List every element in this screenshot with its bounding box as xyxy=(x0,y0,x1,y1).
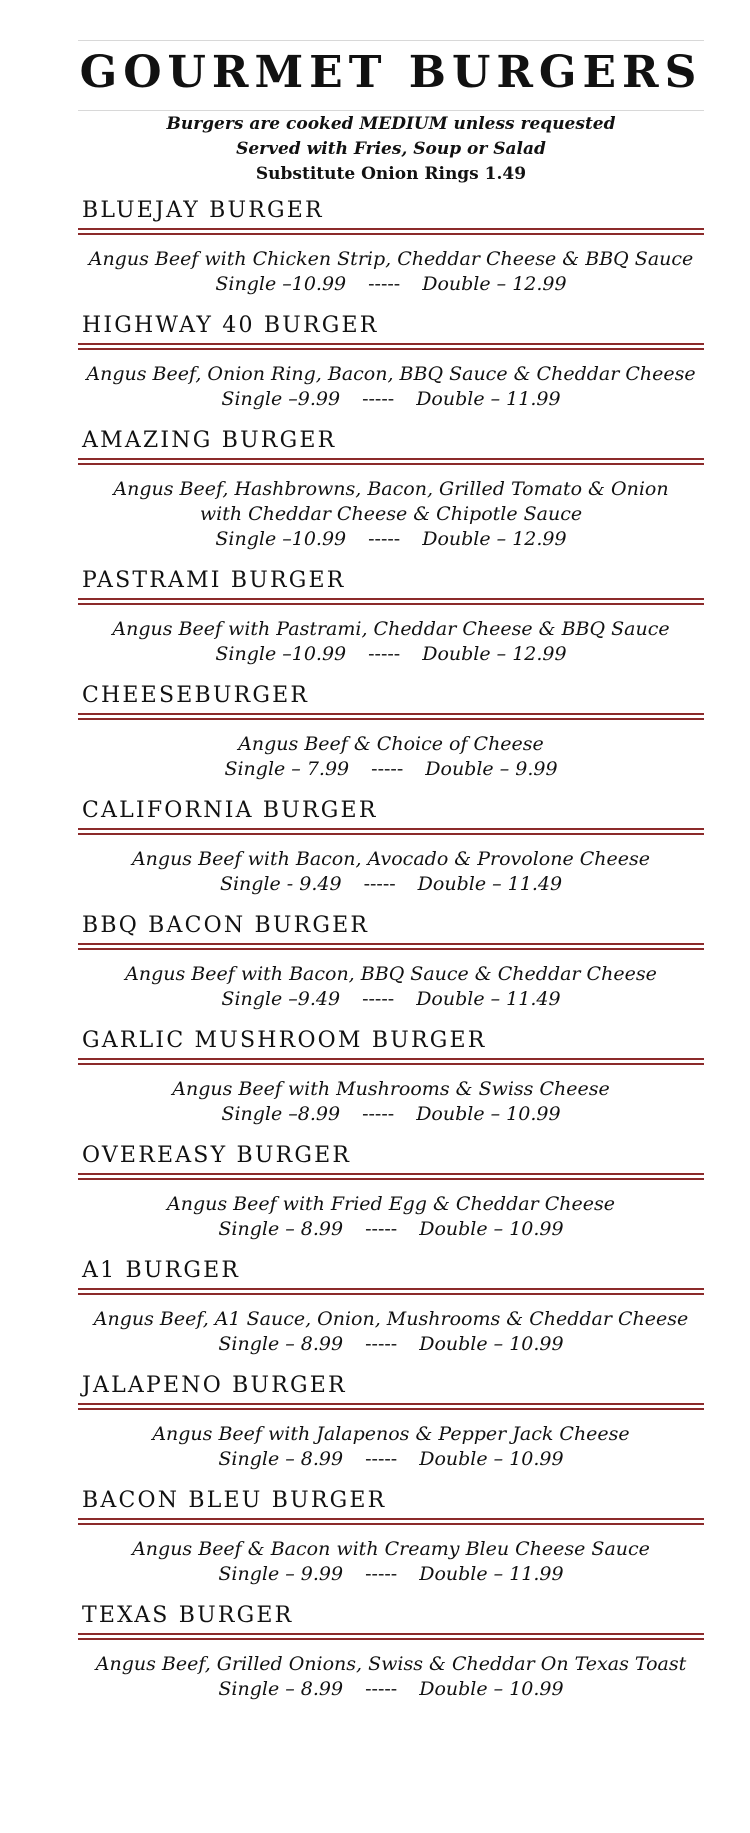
price-separator: ----- xyxy=(365,1333,398,1355)
item-name: TEXAS BURGER xyxy=(82,1603,294,1628)
item-spacer xyxy=(78,1012,704,1026)
menu-item xyxy=(78,1256,704,1371)
single-price: Single – 8.99 xyxy=(218,1333,344,1355)
item-description: Angus Beef & Choice of Cheese xyxy=(238,733,544,755)
double-rule-divider xyxy=(78,1633,704,1641)
item-name: BLUEJAY BURGER xyxy=(82,198,324,223)
single-price: Single – 7.99 xyxy=(224,758,350,780)
double-rule-divider xyxy=(78,1518,704,1526)
cooking-note: Burgers are cooked MEDIUM unless requested xyxy=(166,114,616,134)
single-price: Single –8.99 xyxy=(221,1103,341,1125)
item-prices xyxy=(78,987,704,1012)
item-spacer xyxy=(78,897,704,911)
item-description: Angus Beef, Onion Ring, Bacon, BBQ Sauce & Cheddar Cheese xyxy=(86,363,696,385)
item-name: JALAPENO BURGER xyxy=(82,1373,347,1398)
item-prices xyxy=(78,642,704,667)
double-rule-divider xyxy=(78,1288,704,1296)
item-name: OVEREASY BURGER xyxy=(82,1143,352,1168)
single-price: Single –10.99 xyxy=(215,643,347,665)
item-spacer xyxy=(78,1702,704,1716)
price-separator: ----- xyxy=(362,988,395,1010)
single-price: Single –10.99 xyxy=(215,273,347,295)
price-separator: ----- xyxy=(368,643,401,665)
menu-item xyxy=(78,566,704,681)
double-price: Double – 11.49 xyxy=(416,988,561,1010)
single-price: Single –9.99 xyxy=(221,388,341,410)
item-description: Angus Beef, Hashbrowns, Bacon, Grilled Tomato & Onion xyxy=(113,478,669,500)
double-rule-divider xyxy=(78,228,704,236)
double-rule-divider xyxy=(78,1058,704,1066)
item-description: Angus Beef with Chicken Strip, Cheddar Cheese & BBQ Sauce xyxy=(88,248,694,270)
menu-item xyxy=(78,1026,704,1141)
menu-item xyxy=(78,1371,704,1486)
single-price: Single – 9.99 xyxy=(218,1563,344,1585)
item-prices xyxy=(78,272,704,297)
double-rule-divider xyxy=(78,828,704,836)
item-description: Angus Beef with Fried Egg & Cheddar Cheese xyxy=(167,1193,615,1215)
price-separator: ----- xyxy=(365,1678,398,1700)
double-price: Double – 9.99 xyxy=(425,758,558,780)
item-description: Angus Beef with Mushrooms & Swiss Cheese xyxy=(172,1078,610,1100)
item-name: CALIFORNIA BURGER xyxy=(82,798,378,823)
item-prices xyxy=(78,387,704,412)
menu-item xyxy=(78,1141,704,1256)
item-prices xyxy=(78,1217,704,1242)
menu-item xyxy=(78,911,704,1026)
item-spacer xyxy=(78,1587,704,1601)
double-price: Double – 12.99 xyxy=(422,643,567,665)
double-rule-divider xyxy=(78,1173,704,1181)
price-separator: ----- xyxy=(363,873,396,895)
price-separator: ----- xyxy=(368,273,401,295)
price-separator: ----- xyxy=(365,1448,398,1470)
page-title: GOURMET BURGERS xyxy=(79,47,703,98)
menu-item xyxy=(78,796,704,911)
menu-item xyxy=(78,196,704,311)
price-separator: ----- xyxy=(362,1103,395,1125)
double-price: Double – 10.99 xyxy=(416,1103,561,1125)
item-spacer xyxy=(78,667,704,681)
item-description: Angus Beef with Jalapenos & Pepper Jack Cheese xyxy=(152,1423,630,1445)
item-prices xyxy=(78,1332,704,1357)
top-divider xyxy=(78,40,704,41)
menu-item xyxy=(78,681,704,796)
item-name: GARLIC MUSHROOM BURGER xyxy=(82,1028,487,1053)
menu-item xyxy=(78,311,704,426)
single-price: Single –9.49 xyxy=(221,988,341,1010)
item-spacer xyxy=(78,1127,704,1141)
item-name: BACON BLEU BURGER xyxy=(82,1488,387,1513)
price-separator: ----- xyxy=(362,388,395,410)
double-rule-divider xyxy=(78,343,704,351)
menu-item xyxy=(78,426,704,566)
substitute-note: Substitute Onion Rings 1.49 xyxy=(255,164,527,184)
single-price: Single – 8.99 xyxy=(218,1448,344,1470)
item-name: BBQ BACON BURGER xyxy=(82,913,370,938)
double-price: Double – 11.49 xyxy=(417,873,563,895)
item-name: A1 BURGER xyxy=(82,1258,241,1283)
double-rule-divider xyxy=(78,458,704,466)
double-price: Double – 10.99 xyxy=(419,1218,564,1240)
item-name: PASTRAMI BURGER xyxy=(82,568,346,593)
double-rule-divider xyxy=(78,598,704,606)
item-spacer xyxy=(78,1472,704,1486)
item-spacer xyxy=(78,782,704,796)
item-name: HIGHWAY 40 BURGER xyxy=(82,313,379,338)
item-spacer xyxy=(78,1242,704,1256)
double-rule-divider xyxy=(78,1403,704,1411)
item-spacer xyxy=(78,412,704,426)
item-spacer xyxy=(78,552,704,566)
double-price: Double – 11.99 xyxy=(419,1563,564,1585)
double-rule-divider xyxy=(78,713,704,721)
price-separator: ----- xyxy=(368,528,401,550)
item-spacer xyxy=(78,1357,704,1371)
item-prices xyxy=(78,1677,704,1702)
item-spacer xyxy=(78,297,704,311)
item-prices xyxy=(78,1447,704,1472)
item-prices xyxy=(78,872,704,897)
item-description: Angus Beef with Pastrami, Cheddar Cheese & BBQ Sauce xyxy=(112,618,670,640)
double-price: Double – 12.99 xyxy=(422,528,567,550)
item-description: Angus Beef with Bacon, BBQ Sauce & Cheddar Cheese xyxy=(125,963,657,985)
price-separator: ----- xyxy=(371,758,404,780)
single-price: Single –10.99 xyxy=(215,528,347,550)
double-price: Double – 10.99 xyxy=(419,1448,564,1470)
single-price: Single – 8.99 xyxy=(218,1678,344,1700)
menu-item xyxy=(78,1601,704,1716)
double-price: Double – 10.99 xyxy=(419,1678,564,1700)
double-price: Double – 12.99 xyxy=(422,273,567,295)
item-description: Angus Beef, A1 Sauce, Onion, Mushrooms & Cheddar Cheese xyxy=(93,1308,689,1330)
title-divider xyxy=(78,110,704,111)
burger-list xyxy=(78,196,704,1716)
item-name: AMAZING BURGER xyxy=(82,428,337,453)
single-price: Single - 9.49 xyxy=(219,873,342,895)
sides-note: Served with Fries, Soup or Salad xyxy=(236,139,546,159)
item-description: with Cheddar Cheese & Chipotle Sauce xyxy=(199,503,583,525)
item-name: CHEESEBURGER xyxy=(82,683,310,708)
item-prices xyxy=(78,1102,704,1127)
price-separator: ----- xyxy=(365,1218,398,1240)
item-prices xyxy=(78,527,704,552)
menu-notes xyxy=(0,112,750,187)
item-description: Angus Beef with Bacon, Avocado & Provolone Cheese xyxy=(131,848,651,870)
price-separator: ----- xyxy=(365,1563,398,1585)
item-description: Angus Beef, Grilled Onions, Swiss & Cheddar On Texas Toast xyxy=(95,1653,687,1675)
item-description: Angus Beef & Bacon with Creamy Bleu Cheese Sauce xyxy=(132,1538,650,1560)
item-prices xyxy=(78,1562,704,1587)
double-price: Double – 10.99 xyxy=(419,1333,564,1355)
menu-item xyxy=(78,1486,704,1601)
single-price: Single – 8.99 xyxy=(218,1218,344,1240)
double-price: Double – 11.99 xyxy=(416,388,561,410)
double-rule-divider xyxy=(78,943,704,951)
item-prices xyxy=(78,757,704,782)
